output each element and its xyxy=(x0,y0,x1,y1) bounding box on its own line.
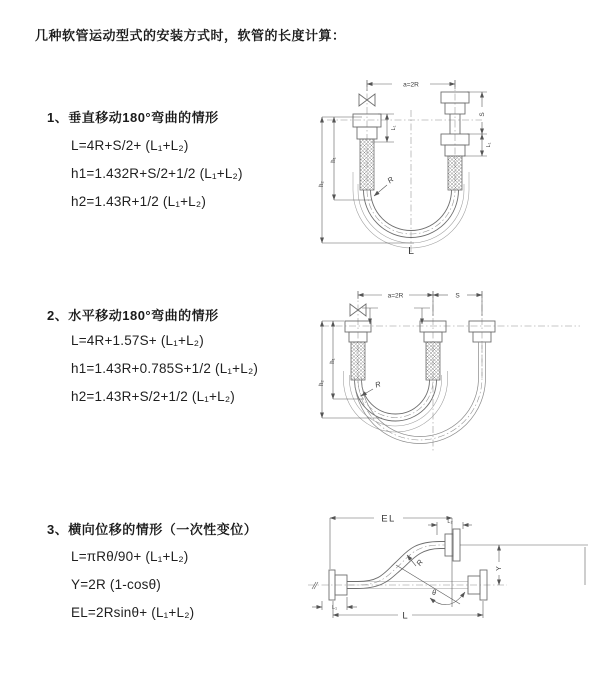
dim-a2r xyxy=(367,80,455,91)
section-3-formula-Y: Y=2R (1-cosθ) xyxy=(71,577,162,592)
diagram-lateral-displacement xyxy=(300,505,600,630)
braided-hose-section xyxy=(426,342,440,380)
centerline-break-mark xyxy=(312,582,318,589)
dim-label-a2r: a=2R xyxy=(387,292,404,300)
dim-l2 xyxy=(428,519,472,535)
section-1-heading: 1、垂直移动180°弯曲的情形 xyxy=(47,110,219,125)
dim-label-l1: L₁ xyxy=(391,125,397,131)
braided-hose-section xyxy=(448,156,462,190)
dim-label-el: EL xyxy=(381,513,396,525)
section-1-formula-h2: h2=1.43R+1/2 (L₁+L₂) xyxy=(71,194,207,209)
dim-label-s: S xyxy=(455,292,460,300)
dim-label-h1: h₁ xyxy=(331,157,337,163)
motion-envelope-arc xyxy=(350,375,442,426)
dim-s xyxy=(433,293,482,300)
dim-label-y: Y xyxy=(496,566,503,571)
page-title: 几种软管运动型式的安装方式时，软管的长度计算： xyxy=(35,28,346,43)
hose-u-position-2 xyxy=(355,342,486,444)
dim-a2r xyxy=(358,291,482,316)
section-1-formula-h1: h1=1.432R+S/2+1/2 (L₁+L₂) xyxy=(71,166,243,181)
dim-label-h2: h₂ xyxy=(319,181,325,187)
section-3-heading: 3、横向位移的情形（一次性变位） xyxy=(47,522,258,537)
dim-label-h2: h₂ xyxy=(319,380,325,386)
radius-leader-line xyxy=(374,185,387,196)
dim-l xyxy=(333,601,483,622)
dim-label-theta: θ xyxy=(432,590,436,597)
section-3-formula-EL: EL=2Rsinθ+ (L₁+L₂) xyxy=(71,605,195,620)
dim-label-s: S xyxy=(479,112,486,117)
section-2-formula-L: L=4R+1.57S+ (L₁+L₂) xyxy=(71,333,204,348)
section-2-formula-h1: h1=1.43R+0.785S+1/2 (L₁+L₂) xyxy=(71,361,259,376)
dim-port-offset-middle xyxy=(414,308,430,324)
section-2-formula-h2: h2=1.43R+S/2+1/2 (L₁+L₂) xyxy=(71,389,235,404)
dim-label-l1: L₁ xyxy=(332,605,337,611)
diagram-horizontal-180-bend xyxy=(312,283,600,455)
dim-l1-left xyxy=(372,114,397,142)
dim-label-radius: R xyxy=(374,379,382,390)
dim-label-l2: L₂ xyxy=(447,519,453,525)
dim-label-radius: R xyxy=(385,174,396,186)
section-3-formula-L: L=πRθ/90+ (L₁+L₂) xyxy=(71,549,189,564)
dim-label-radius: R xyxy=(414,557,425,568)
diagram-vertical-180-bend xyxy=(312,72,592,257)
dim-port-offset-left xyxy=(362,308,378,324)
dim-el xyxy=(330,514,452,570)
section-1-formula-L: L=4R+S/2+ (L₁+L₂) xyxy=(71,138,189,153)
dim-label-a2r: a=2R xyxy=(403,81,419,89)
left-fitting xyxy=(345,321,371,380)
dim-label-h1: h₁ xyxy=(330,358,336,364)
dim-l1-right xyxy=(482,134,492,156)
dim-s xyxy=(464,92,487,156)
section-2-heading: 2、水平移动180°弯曲的情形 xyxy=(47,308,219,323)
dim-y xyxy=(460,545,588,585)
braided-hose-section xyxy=(351,342,365,380)
braided-hose-section xyxy=(360,139,374,190)
dim-h2 xyxy=(319,321,382,418)
right-flange-displaced xyxy=(445,529,460,561)
middle-fitting xyxy=(420,321,446,380)
dim-label-l: L xyxy=(402,610,408,622)
dim-label-l1: L₁ xyxy=(486,142,492,148)
construction-slant-line xyxy=(396,565,460,604)
dim-l1 xyxy=(312,597,357,611)
dim-label-length: L xyxy=(408,245,414,257)
